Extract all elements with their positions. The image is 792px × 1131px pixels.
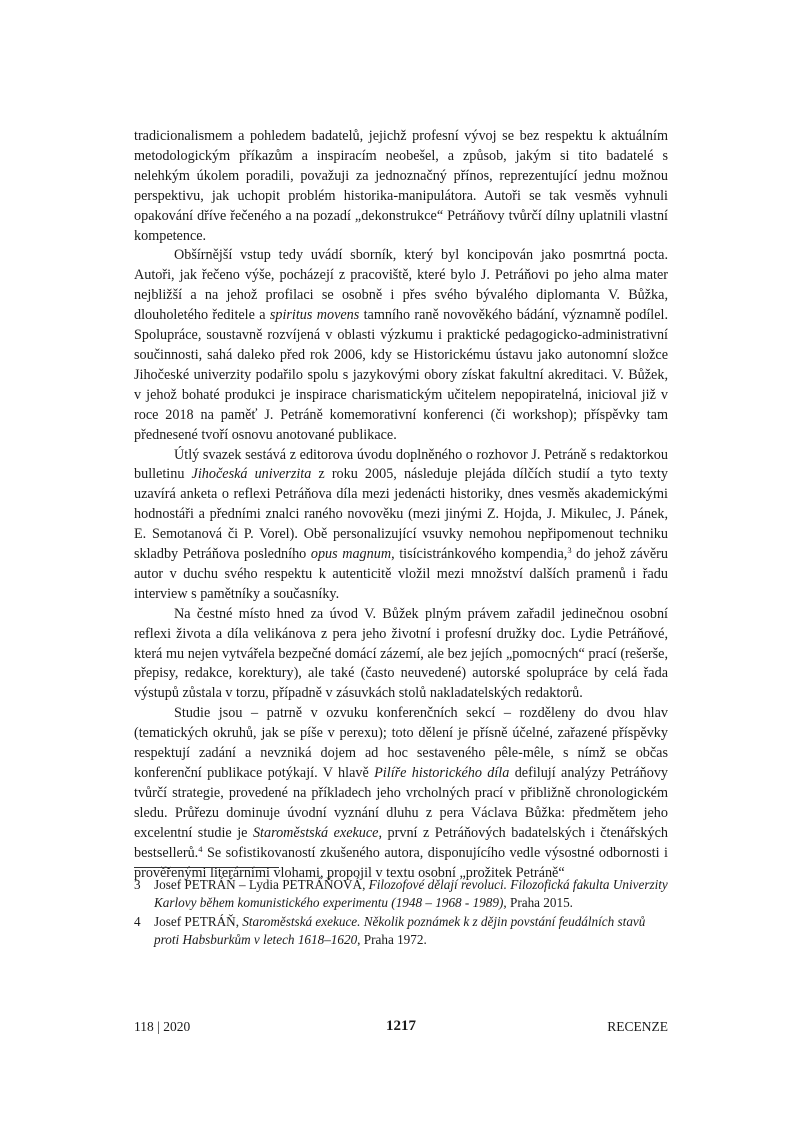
footnote-3 [134, 876, 668, 912]
section-label: RECENZE [607, 1019, 668, 1034]
footnote-4 [134, 913, 668, 949]
main-text [134, 127, 668, 883]
italic-title: Staroměstská exekuce [252, 824, 379, 841]
paragraph-1 [134, 127, 668, 246]
footnote-text [154, 913, 668, 949]
paragraph-3-text-c: , tisícistránkového kompendia, [391, 546, 568, 563]
footnote-title: Filozofové dělají revoluci. Filozofická fakulta Univerzity Karlovy během komunistického experimentu (1948 – 1968 - 1989) [154, 877, 668, 910]
paragraph-3-text-b: z roku 2005, následuje plejáda dílčích studií a tyto texty uzavírá anketa o reflexi Petráňova díla mezi jedenácti historiky, dnes vesměs akademickými hodnostáři a předními znalci raného novověku (mezi jinými Z. Hojda, J. Mikulec, J. Pánek, E. Semotanová či P. Vorel). Obě personalizující vsuvky nemohou nepřipomenout techniku skladby Petráňova posledního [134, 466, 668, 563]
paragraph-2 [134, 246, 668, 445]
paragraph-3 [134, 446, 668, 605]
footnote-author: Josef PETRÁŇ, [154, 914, 243, 929]
footnote-number: 4 [134, 914, 141, 929]
paragraph-5-text-a: Studie jsou – patrně v ozvuku konferenčních sekcí – rozděleny do dvou hlav (tematických okruhů, jak se píše v perexu); toto dělení je přísně účelné, zařazené příspěvky respektují zadání a nevzniká dojem ad hoc sestaveného pêle-mêle, s nímž se občas konferenční publikace potýkají. V hlavě [134, 705, 668, 781]
footnote-ref-3[interactable]: 3 [567, 545, 572, 556]
issue-label: 118 | 2020 [134, 1019, 191, 1034]
paragraph-5-text-d: Se sofistikovaností zkušeného autora, disponujícího vedle výsostné odbornosti i prověřenými literárními vlohami, propojil v textu osobní „prožitek Petráně“ [134, 844, 668, 881]
footnote-publication: , Praha 2015. [503, 895, 573, 910]
footnote-title: Staroměstská exekuce. Několik poznámek k z dějin povstání feudálních stavů proti Habsburkům v letech 1618–1620 [154, 914, 646, 947]
paragraph-2-text-b: tamního raně novověkého bádání, významně podílel. Spolupráce, soustavně rozvíjená v oblasti výzkumu i praktické pedagogicko-administrativní součinnosti, sahá daleko před rok 2006, kdy se Historickému ústavu jako autonomní složce Jihočeské univerzity podařilo spolu s jazykovými obory získat fakultní akreditaci. V. Bůžek, v jehož bohaté produkci je inspirace charismatickým učitelem nepopiratelná, inicioval již v roce 2018 na paměť J. Petráně komemorativní konferenci (či workshop); příspěvky tam přednesené tvoří osnovu anotované publikace. [134, 307, 668, 443]
paragraph-5 [134, 704, 668, 883]
paragraph-4-text: Na čestné místo hned za úvod V. Bůžek plným právem zařadil jedinečnou osobní reflexi života a díla velikánova z pera jeho životní i profesní družky doc. Lydie Petráňové, která mu nejen vytvářela bezpečné domácí zázemí, ale bez jejích „pomocných“ prací (rešerše, přepisy, redakce, korektury), ale také (často neuvedené) autorské spolupráce by celá řada výstupů zůstala v torzu, případně v zásuvkách stolů nakladatelských redaktorů. [134, 605, 668, 702]
paragraph-2-text-a: Obšírnější vstup tedy uvádí sborník, který byl koncipován jako posmrtná pocta. Autoři, jak řečeno výše, pocházejí z pracoviště, které bylo J. Petráňovi po jeho alma mater nejbližší a na jehož profilaci se osobně i přes svého bývalého diplomanta V. Bůžka, dlouholetého ředitele a [134, 247, 668, 324]
paragraph-4 [134, 605, 668, 705]
footnote-author: Josef PETRÁŇ – Lydia PETRÁŇOVÁ, [154, 877, 369, 892]
paragraph-1-text: tradicionalismem a pohledem badatelů, jejichž profesní vývoj se bez respektu k aktuálním metodologickým příkazům a inspiracím neobešel, a způsob, jakým si tito badatelé s nelehkým úkolem poradili, považuji za jednoznačný přínos, reprezentující jednu možnou perspektivu, jak uchopit problém historika-manipulátora. Autoři se tak vesměs vyhnuli opakování dříve řečeného a na pozadí „dekonstrukce“ Petráňovy tvůrčí dílny uplatnili vlastní kompetence. [134, 128, 668, 244]
italic-heading: Pilíře historického díla [374, 765, 510, 781]
page-footer [134, 1019, 668, 1039]
footnote-number: 3 [134, 877, 141, 892]
footnote-divider [134, 867, 279, 868]
italic-title: Jihočeská univerzita [191, 466, 312, 483]
footnote-publication: , Praha 1972. [357, 932, 427, 947]
italic-phrase: spiritus movens [269, 307, 360, 324]
page-number: 1217 [386, 1018, 416, 1034]
italic-phrase: opus magnum [310, 546, 392, 563]
paragraph-5-text-b: defilují analýzy Petráňovy tvůrčí strategie, provedené na příkladech jeho vrcholných prací v přibližně chronologickém sledu. Průřezu dominuje úvodní vyznání dluhu z pera Václava Bůžka: předmětem jeho excelentní studie je [134, 765, 669, 841]
paragraph-3-text-a: Útlý svazek sestává z editorova úvodu doplněného o rozhovor J. Petráně s redaktorkou bulletinu [134, 446, 668, 483]
paragraph-3-text-d: do jehož závěru autor v duchu svého respektu k autenticitě vložil mezi množství dalších pramenů i řadu interview s pamětníky a současníky. [134, 546, 668, 602]
footnote-text [154, 876, 668, 912]
paragraph-5-text-c: , první z Petráňových badatelských i čtenářských bestsellerů. [134, 824, 668, 861]
footnote-ref-4[interactable]: 4 [198, 843, 203, 854]
